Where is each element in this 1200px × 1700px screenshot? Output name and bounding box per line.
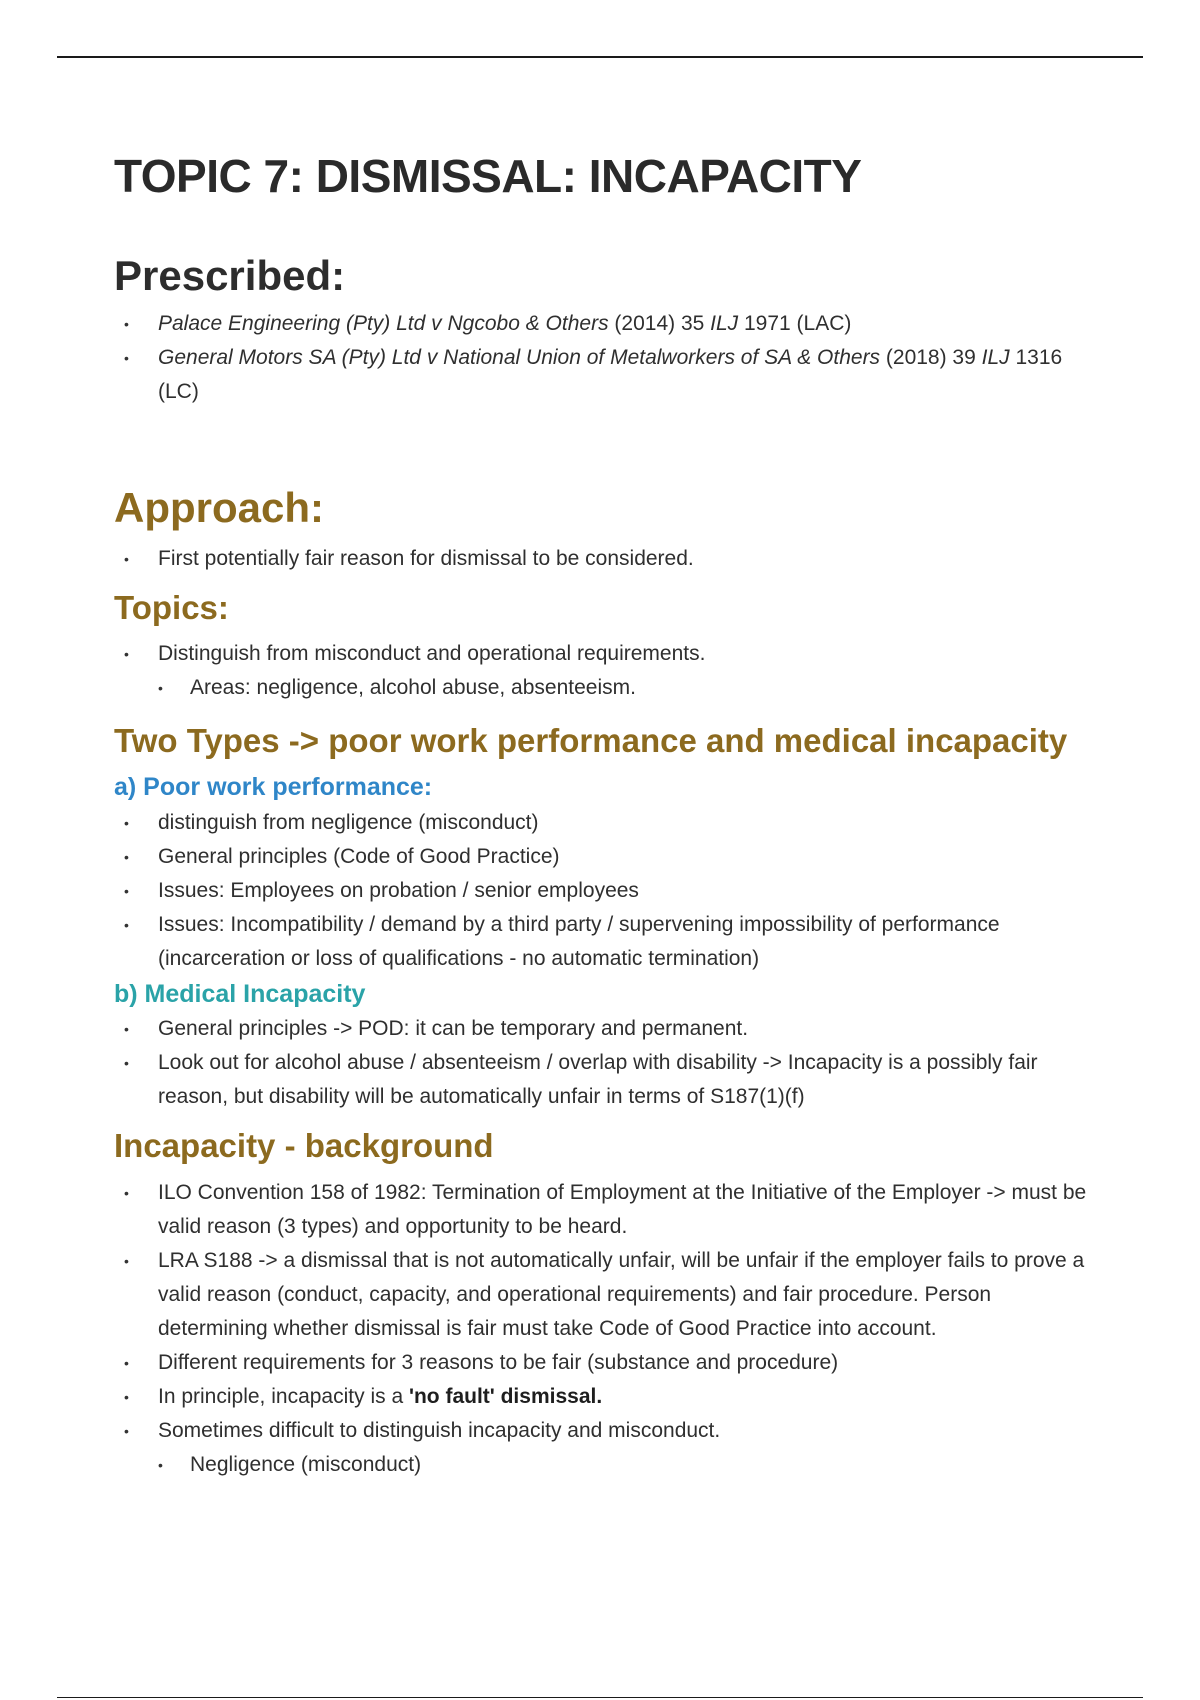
list-item: • Sometimes difficult to distinguish incapacity and misconduct. [114, 1414, 1094, 1448]
topics-list [114, 637, 1094, 671]
list-item: • General Motors SA (Pty) Ltd v National Union of Metalworkers of SA & Others (2018) 39 ILJ 1316 (LC) [114, 341, 1094, 409]
topics-sublist [114, 671, 1094, 705]
two-types-heading: Two Types -> poor work performance and medical incapacity [114, 722, 1068, 760]
medical-heading: b) Medical Incapacity [114, 979, 366, 1008]
list-item: • In principle, incapacity is a 'no fault' dismissal. [114, 1380, 1094, 1414]
poor-work-list [114, 806, 1094, 976]
list-item: • Issues: Employees on probation / senior employees [114, 874, 1094, 908]
prescribed-heading: Prescribed: [114, 251, 346, 299]
list-item: • Different requirements for 3 reasons to be fair (substance and procedure) [114, 1346, 1094, 1380]
prescribed-list [114, 307, 1094, 409]
list-item: • Issues: Incompatibility / demand by a third party / supervening impossibility of performance (incarceration or loss of qualifications - no automatic termination) [114, 908, 1094, 976]
approach-heading: Approach: [114, 484, 324, 532]
list-item: • General principles -> POD: it can be temporary and permanent. [114, 1012, 1094, 1046]
approach-list [114, 542, 1094, 576]
list-item: • General principles (Code of Good Practice) [114, 840, 1094, 874]
list-item: • Negligence (misconduct) [114, 1448, 1094, 1482]
bottom-rule [57, 1697, 1143, 1698]
top-rule [57, 56, 1143, 58]
document-page [114, 150, 1094, 1482]
list-item: • distinguish from negligence (misconduct) [114, 806, 1094, 840]
background-list [114, 1176, 1094, 1448]
page-title: TOPIC 7: DISMISSAL: INCAPACITY [114, 150, 862, 202]
list-item: • Areas: negligence, alcohol abuse, absenteeism. [114, 671, 1094, 705]
list-item: • First potentially fair reason for dismissal to be considered. [114, 542, 1094, 576]
list-item: • Look out for alcohol abuse / absenteeism / overlap with disability -> Incapacity is a possibly fair reason, but disability will be automatically unfair in terms of S187(1)(f) [114, 1046, 1094, 1114]
topics-heading: Topics: [114, 588, 229, 626]
background-heading: Incapacity - background [114, 1127, 494, 1165]
list-item: • ILO Convention 158 of 1982: Termination of Employment at the Initiative of the Employer -> must be valid reason (3 types) and opportunity to be heard. [114, 1176, 1094, 1244]
medical-list [114, 1012, 1094, 1114]
background-sublist [114, 1448, 1094, 1482]
list-item: • LRA S188 -> a dismissal that is not automatically unfair, will be unfair if the employer fails to prove a valid reason (conduct, capacity, and operational requirements) and fair procedure. Person determining whether dismissal is fair must take Code of Good Practice into account. [114, 1244, 1094, 1346]
poor-work-heading: a) Poor work performance: [114, 773, 433, 802]
list-item: • Distinguish from misconduct and operational requirements. [114, 637, 1094, 671]
list-item: • Palace Engineering (Pty) Ltd v Ngcobo & Others (2014) 35 ILJ 1971 (LAC) [114, 307, 1094, 341]
